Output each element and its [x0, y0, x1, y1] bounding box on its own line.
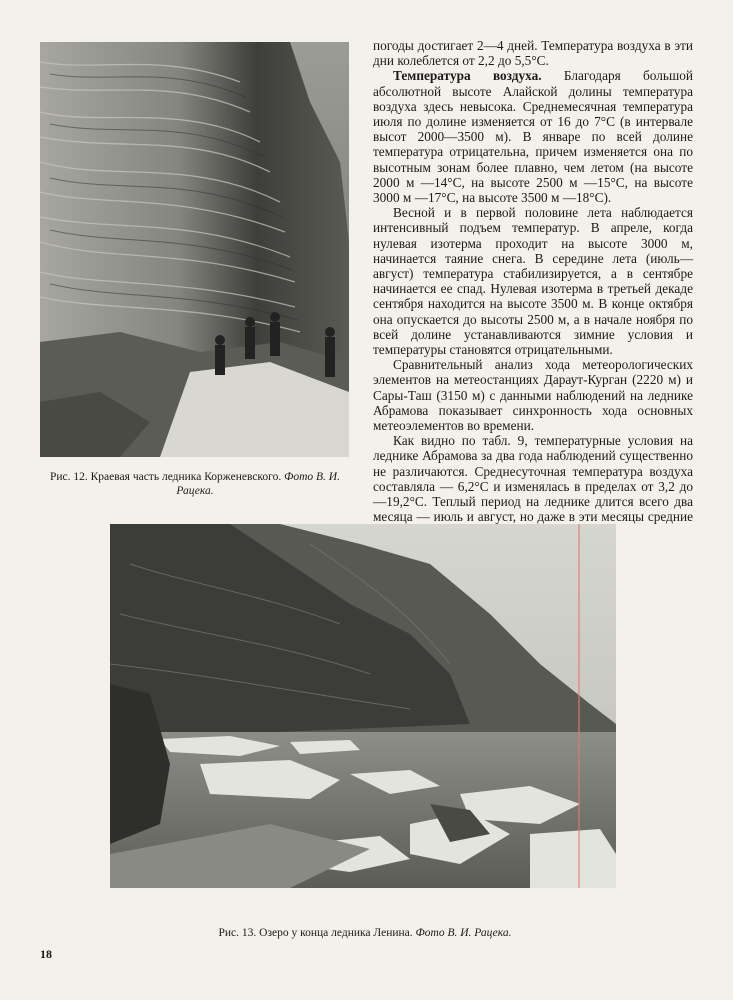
- figure-12-caption: [40, 470, 350, 498]
- glacier-lake-image: [110, 524, 616, 888]
- glacier-edge-photo: [40, 42, 349, 457]
- section-heading-air-temperature: Температура воздуха.: [393, 68, 542, 84]
- body-text-column: [373, 38, 693, 540]
- scan-artifact-line: [578, 524, 580, 888]
- figure-13-caption: [150, 926, 580, 940]
- paragraph-1: погоды достигает 2—4 дней. Температура воздуха в эти дни колеблется от 2,2 до 5,5°С.: [373, 38, 693, 69]
- glacier-edge-image: [40, 42, 349, 457]
- paragraph-2: [373, 68, 693, 205]
- paragraph-4: Сравнительный анализ хода метеорологических элементов на метеостанциях Дараут-Курган (2220 м) и Сары-Таш (3150 м) с данными наблюдений на леднике Абрамова показывает синхронность хода основных метеоэлементов во времени.: [373, 357, 693, 434]
- paragraph-5: Как видно по табл. 9, температурные условия на леднике Абрамова за два года наблюдений существенно не различаются. Среднесуточная температура воздуха составляла — 6,2°С и изменялась в пределах от 3,2 до —19,2°С. Теплый период на леднике длится всего два месяца — июль и август, но даже в эти месяцы средние: [373, 433, 693, 525]
- figure-13-credit: Фото В. И. Рацека.: [415, 927, 512, 939]
- figure-12-caption-text: Рис. 12. Краевая часть ледника Корженевского.: [49, 471, 282, 483]
- figure-12-credit: Фото В. И. Рацека.: [176, 471, 340, 497]
- page-number: 18: [40, 947, 52, 961]
- glacier-lake-photo: [110, 524, 616, 888]
- figure-13-caption-text: Рис. 13. Озеро у конца ледника Ленина.: [218, 927, 413, 939]
- paragraph-2-text: Благодаря большой абсолютной высоте Алайской долины температура воздуха здесь невысока. Среднемесячная температура июля по долине изменяется от 16 до 7°С (в интервале высот 2000—3500 м). В январе по всей долине температура отрицательна, причем изменяется она по высотным зонам более плавно, чем летом (на высоте 2000 м —14°С, на высоте 2500 м —15°С, на высоте 3000 м —17°С, на высоте 3500 м —18°С).: [373, 68, 693, 206]
- paragraph-3: Весной и в первой половине лета наблюдается интенсивный подъем температур. В апреле, когда нулевая изотерма проходит на высоте 3000 м, начинается таяние снега. В середине лета (июль—август) температура стабилизируется, а в сентябре начинается ее спад. Нулевая изотерма в третьей декаде сентября находится на высоте 3500 м. В конце октября она опускается до высоты 2500 м, а в начале ноября по всей долине устанавливаются зимние условия и температуры становятся отрицательными.: [373, 205, 693, 358]
